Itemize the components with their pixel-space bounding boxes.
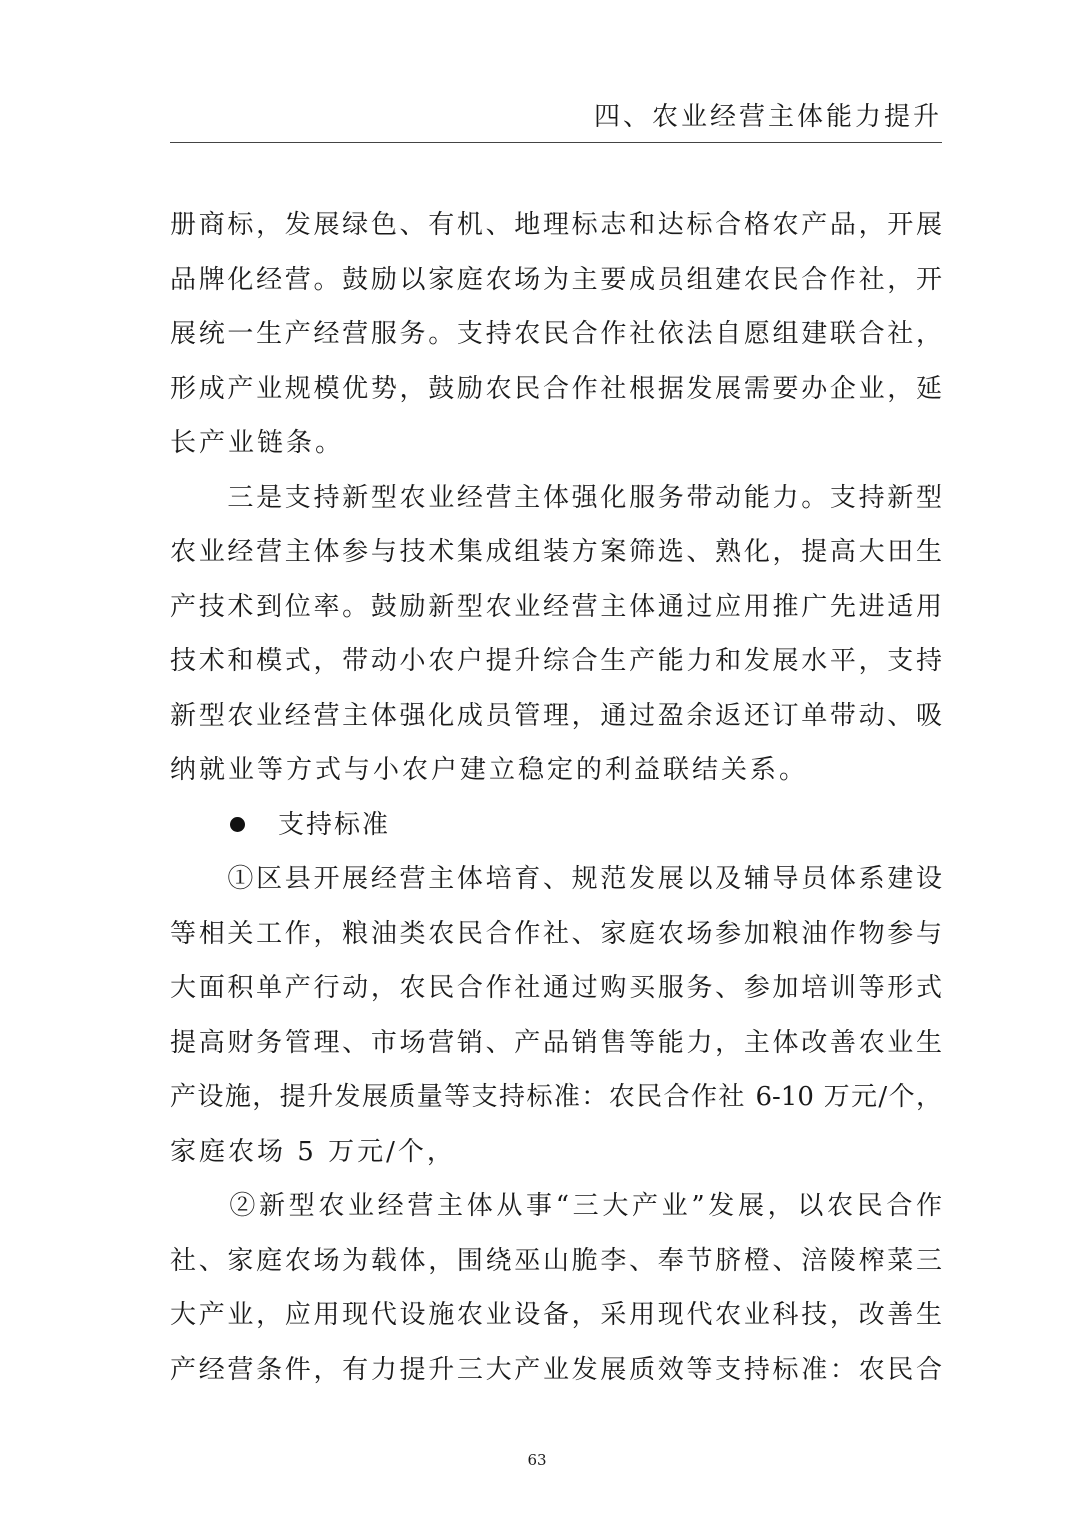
text-line: 三是支持新型农业经营主体强化服务带动能力。支持新型 — [170, 482, 942, 513]
text-line: 大面积单产行动，农民合作社通过购买服务、参加培训等形式 — [170, 973, 942, 1003]
text-line: 等相关工作，粮油类农民合作社、家庭农场参加粮油作物参与 — [170, 918, 942, 949]
text-line: 展统一生产经营服务。支持农民合作社依法自愿组建联合社， — [170, 319, 942, 349]
section-heading-support-standard — [170, 798, 942, 853]
text-line: 产技术到位率。鼓励新型农业经营主体通过应用推广先进适用 — [170, 591, 942, 622]
chapter-title: 四、农业经营主体能力提升 — [593, 102, 942, 132]
text-line: 提高财务管理、市场营销、产品销售等能力，主体改善农业生 — [170, 1027, 942, 1058]
text-line: 产设施，提升发展质量等支持标准：农民合作社 6-10 万元/个， — [170, 1082, 942, 1112]
text-line: 新型农业经营主体强化成员管理，通过盈余返还订单带动、吸 — [170, 700, 942, 731]
text-line: 社、家庭农场为载体，围绕巫山脆李、奉节脐橙、涪陵榨菜三 — [170, 1245, 942, 1276]
bullet-dot-icon — [230, 817, 245, 832]
body-text — [170, 198, 942, 1397]
text-line: 册商标，发展绿色、有机、地理标志和达标合格农产品，开展 — [170, 210, 942, 240]
text-line: ②新型农业经营主体从事“三大产业”发展，以农民合作 — [170, 1191, 942, 1221]
running-header — [170, 100, 942, 143]
text-line: ①区县开展经营主体培育、规范发展以及辅导员体系建设 — [170, 864, 942, 894]
text-line: 纳就业等方式与小农户建立稳定的利益联结关系。 — [170, 755, 809, 785]
text-line: 大产业，应用现代设施农业设备，采用现代农业科技，改善生 — [170, 1300, 942, 1330]
text-line: 形成产业规模优势，鼓励农民合作社根据发展需要办企业，延 — [170, 373, 942, 404]
text-line: 技术和模式，带动小农户提升综合生产能力和发展水平，支持 — [170, 646, 942, 676]
text-line: 长产业链条。 — [170, 428, 345, 458]
text-line: 品牌化经营。鼓励以家庭农场为主要成员组建农民合作社，开 — [170, 264, 942, 295]
page-number: 63 — [527, 1451, 547, 1469]
section-heading-label: 支持标准 — [278, 809, 391, 840]
text-line: 农业经营主体参与技术集成组装方案筛选、熟化，提高大田生 — [170, 537, 942, 567]
text-line: 家庭农场 5 万元/个， — [170, 1136, 456, 1167]
text-line: 产经营条件，有力提升三大产业发展质效等支持标准：农民合 — [170, 1354, 942, 1385]
